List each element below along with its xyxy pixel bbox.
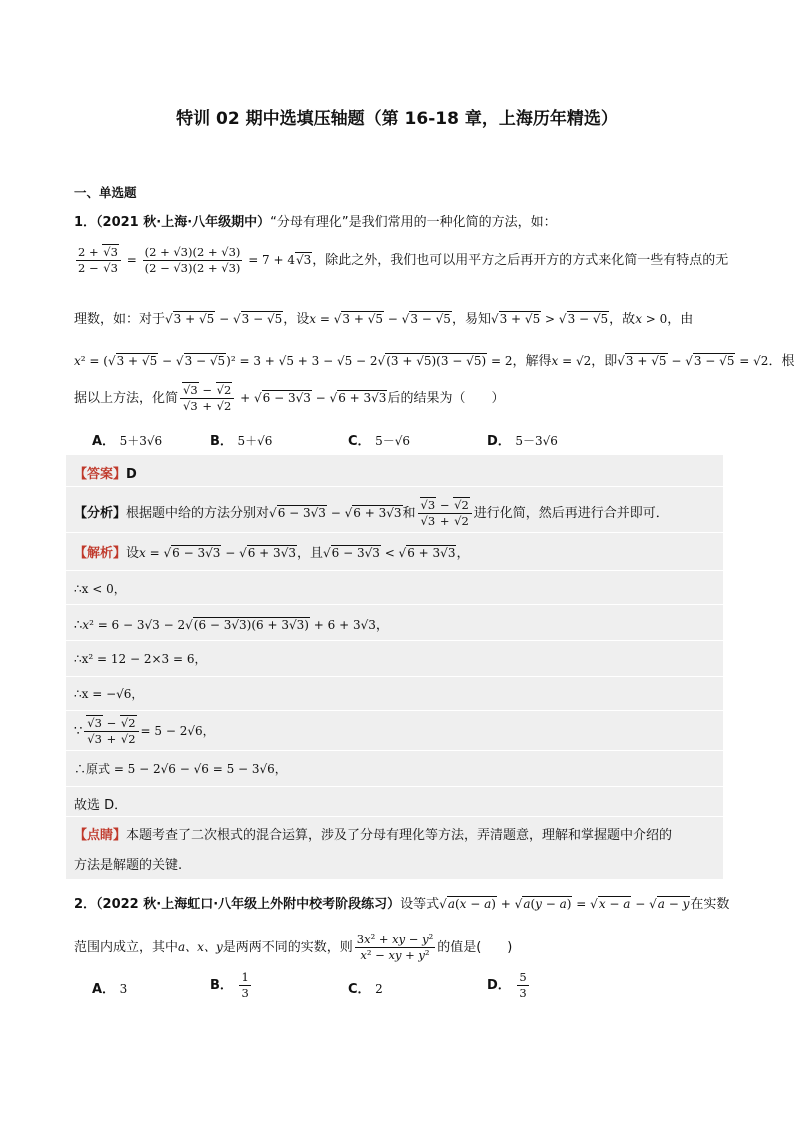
solution-text: ∴ xyxy=(74,618,83,633)
q1-option-a[interactable]: A． 5＋3√6 xyxy=(92,434,163,449)
q2-source: （2022 秋·上海虹口·八年级上外附中校考阶段练习） xyxy=(96,897,401,912)
q2-option-a[interactable]: A． 3 xyxy=(92,982,128,997)
solution-line-3: ∴x² = 6 − 3√3 − 2√(6 − 3√3)(6 + 3√3) + 6 + 3√3， xyxy=(74,618,389,633)
q2-text: 是两两不同的实数，则 xyxy=(222,940,353,955)
q1-option-d[interactable]: D． 5－3√6 xyxy=(487,434,558,449)
q1-intro: “分母有理化”是我们常用的一种化简的方法，如： xyxy=(270,215,557,230)
formula-fraction: $\frac{2 + √3}{2 - √3}$ xyxy=(76,245,121,276)
solution-text: ，且 xyxy=(296,546,323,561)
solution-tag: 【解析】 xyxy=(74,546,127,561)
q2-option-d[interactable]: D． $\frac{5}{3}$ xyxy=(487,970,527,1000)
q1-text: ，即 xyxy=(591,354,618,369)
q1-text: ，故 xyxy=(609,312,636,327)
q2-text: 的值是( ) xyxy=(437,940,513,955)
q1-line2-text: ，除此之外，我们也可以用平方之后再开方的方式来化简一些有特点的无 xyxy=(312,253,729,268)
q1-stem-line4 xyxy=(74,350,794,369)
q2-number: 2． xyxy=(74,897,97,912)
solution-line-7: ∴原式 = 5 − 2√6 − √6 = 5 − 3√6， xyxy=(74,762,287,776)
solution-text: ∵ xyxy=(74,724,83,739)
analysis-line xyxy=(74,498,669,529)
math-expression: √6 − 3√3 < √6 + 3√3 xyxy=(322,546,456,560)
math-expression: √3 + √5 − √3 − √5 xyxy=(165,312,283,326)
answer-line xyxy=(74,463,137,482)
q2-stem-line2 xyxy=(74,932,512,963)
q2-text: 设等式 xyxy=(400,897,440,912)
solution-line-1 xyxy=(74,542,469,561)
section-heading: 一、单选题 xyxy=(74,185,137,200)
q2-text: 范围内成立，其中 xyxy=(74,940,179,955)
analysis-text: 根据题中给的方法分别对 xyxy=(126,506,270,521)
comment-line-1 xyxy=(74,824,672,843)
analysis-text: 和 xyxy=(402,506,416,521)
q1-text: ，解得 xyxy=(512,354,552,369)
comment-text: 本题考查了二次根式的混合运算，涉及了分母有理化等方法，弄清题意，理解和掌握题中介绍的 xyxy=(126,828,673,843)
formula-fraction: $\frac{\text{3x² + xy − y²}}{\text{x² − xy + y²}}$ xyxy=(356,932,434,962)
solution-line-8: 故选 D． xyxy=(74,798,128,813)
math-expression: + √6 − 3√3 − √6 + 3√3 xyxy=(236,391,387,405)
q1-text: 据以上方法，化简 xyxy=(74,391,179,406)
math-expression: x > 0 xyxy=(635,312,668,326)
q1-stem-line5 xyxy=(74,383,504,414)
q2-stem-line1 xyxy=(74,893,729,912)
q1-text: ，易知 xyxy=(451,312,491,327)
q2-text: 在实数 xyxy=(690,897,730,912)
q1-stem-line2: $\frac{2 + √3}{2 - √3}$ = $\frac{(2 + √3)(2 + √3)}{(2 - √3)(2 + √3)}$ = 7 + 4√3，除此之外，我们也可以用平方之后再开方的方式来化简一些有特点的无 xyxy=(78,245,729,275)
analysis-tag: 【分析】 xyxy=(74,506,127,521)
formula-fraction: $\frac{(2 + √3)(2 + √3)}{(2 - √3)(2 + √3)}$ xyxy=(144,245,241,275)
q1-option-b[interactable]: B． 5＋√6 xyxy=(210,434,273,449)
formula-fraction: $\frac{√3 - √2}{√3 + √2}$ xyxy=(180,383,234,414)
q1-option-c[interactable]: C． 5－√6 xyxy=(348,434,410,449)
q1-stem-line1 xyxy=(74,211,557,230)
q2-option-c[interactable]: C． 2 xyxy=(348,982,383,997)
answer-tag: 【答案】 xyxy=(74,467,127,482)
math-expression: x = √3 + √5 − √3 − √5 xyxy=(309,312,451,326)
math-expression: √6 − 3√3 − √6 + 3√3 xyxy=(269,506,402,520)
q1-source: （2021 秋·上海·八年级期中） xyxy=(96,215,271,230)
comment-tag: 【点睛】 xyxy=(74,828,127,843)
solution-text: 设 xyxy=(126,546,140,561)
comment-line-2: 方法是解题的关键. xyxy=(74,858,183,873)
formula-fraction: $\frac{√3 - √2}{√3 + √2}$ xyxy=(84,716,138,747)
math-expression: x = √2 xyxy=(551,354,592,368)
math-expression: = 5 − 2√6， xyxy=(140,724,215,738)
q1-text: 后的结果为（ ） xyxy=(387,391,505,406)
math-expression: √3 + √5 − √3 − √5 = √2 xyxy=(617,354,769,368)
answer-value: D xyxy=(126,467,137,482)
math-expression: √a(x − a) + √a(y − a) = √x − a − √a − y xyxy=(439,897,690,911)
solution-text: ， xyxy=(456,546,470,561)
math-expression: √3 + √5 > √3 − √5 xyxy=(490,312,609,326)
q1-stem-line3 xyxy=(74,308,693,327)
q1-text: ．根 xyxy=(768,354,794,369)
solution-line-2: ∴x < 0， xyxy=(74,582,126,596)
analysis-text: 进行化简，然后再进行合并即可． xyxy=(473,506,669,521)
page-title: 特训 02 期中选填压轴题（第 16-18 章，上海历年精选） xyxy=(176,109,618,129)
q2-variables: a、x、y xyxy=(178,940,223,954)
q1-text: 理数，如：对于 xyxy=(74,312,166,327)
solution-line-5: ∴x = −√6， xyxy=(74,687,144,701)
math-expression: x² = 6 − 3√3 − 2√(6 − 3√3)(6 + 3√3) + 6 + 3√3 xyxy=(82,618,376,632)
q1-number: 1． xyxy=(74,215,97,230)
math-expression: x = √6 − 3√3 − √6 + 3√3 xyxy=(139,546,296,560)
q1-text: ，由 xyxy=(667,312,694,327)
q2-option-b[interactable]: B． $\frac{1}{3}$ xyxy=(210,970,249,1000)
math-expression: x² = (√3 + √5 − √3 − √5)² = 3 + √5 + 3 − √5 − 2√(3 + √5)(3 − √5) = 2 xyxy=(74,354,513,368)
formula-fraction: $\frac{√3 - √2}{√3 + √2}$ xyxy=(418,498,472,529)
solution-line-6 xyxy=(74,716,215,747)
q1-text: ，设 xyxy=(283,312,310,327)
solution-line-4: ∴x² = 12 − 2×3 = 6， xyxy=(74,652,207,666)
